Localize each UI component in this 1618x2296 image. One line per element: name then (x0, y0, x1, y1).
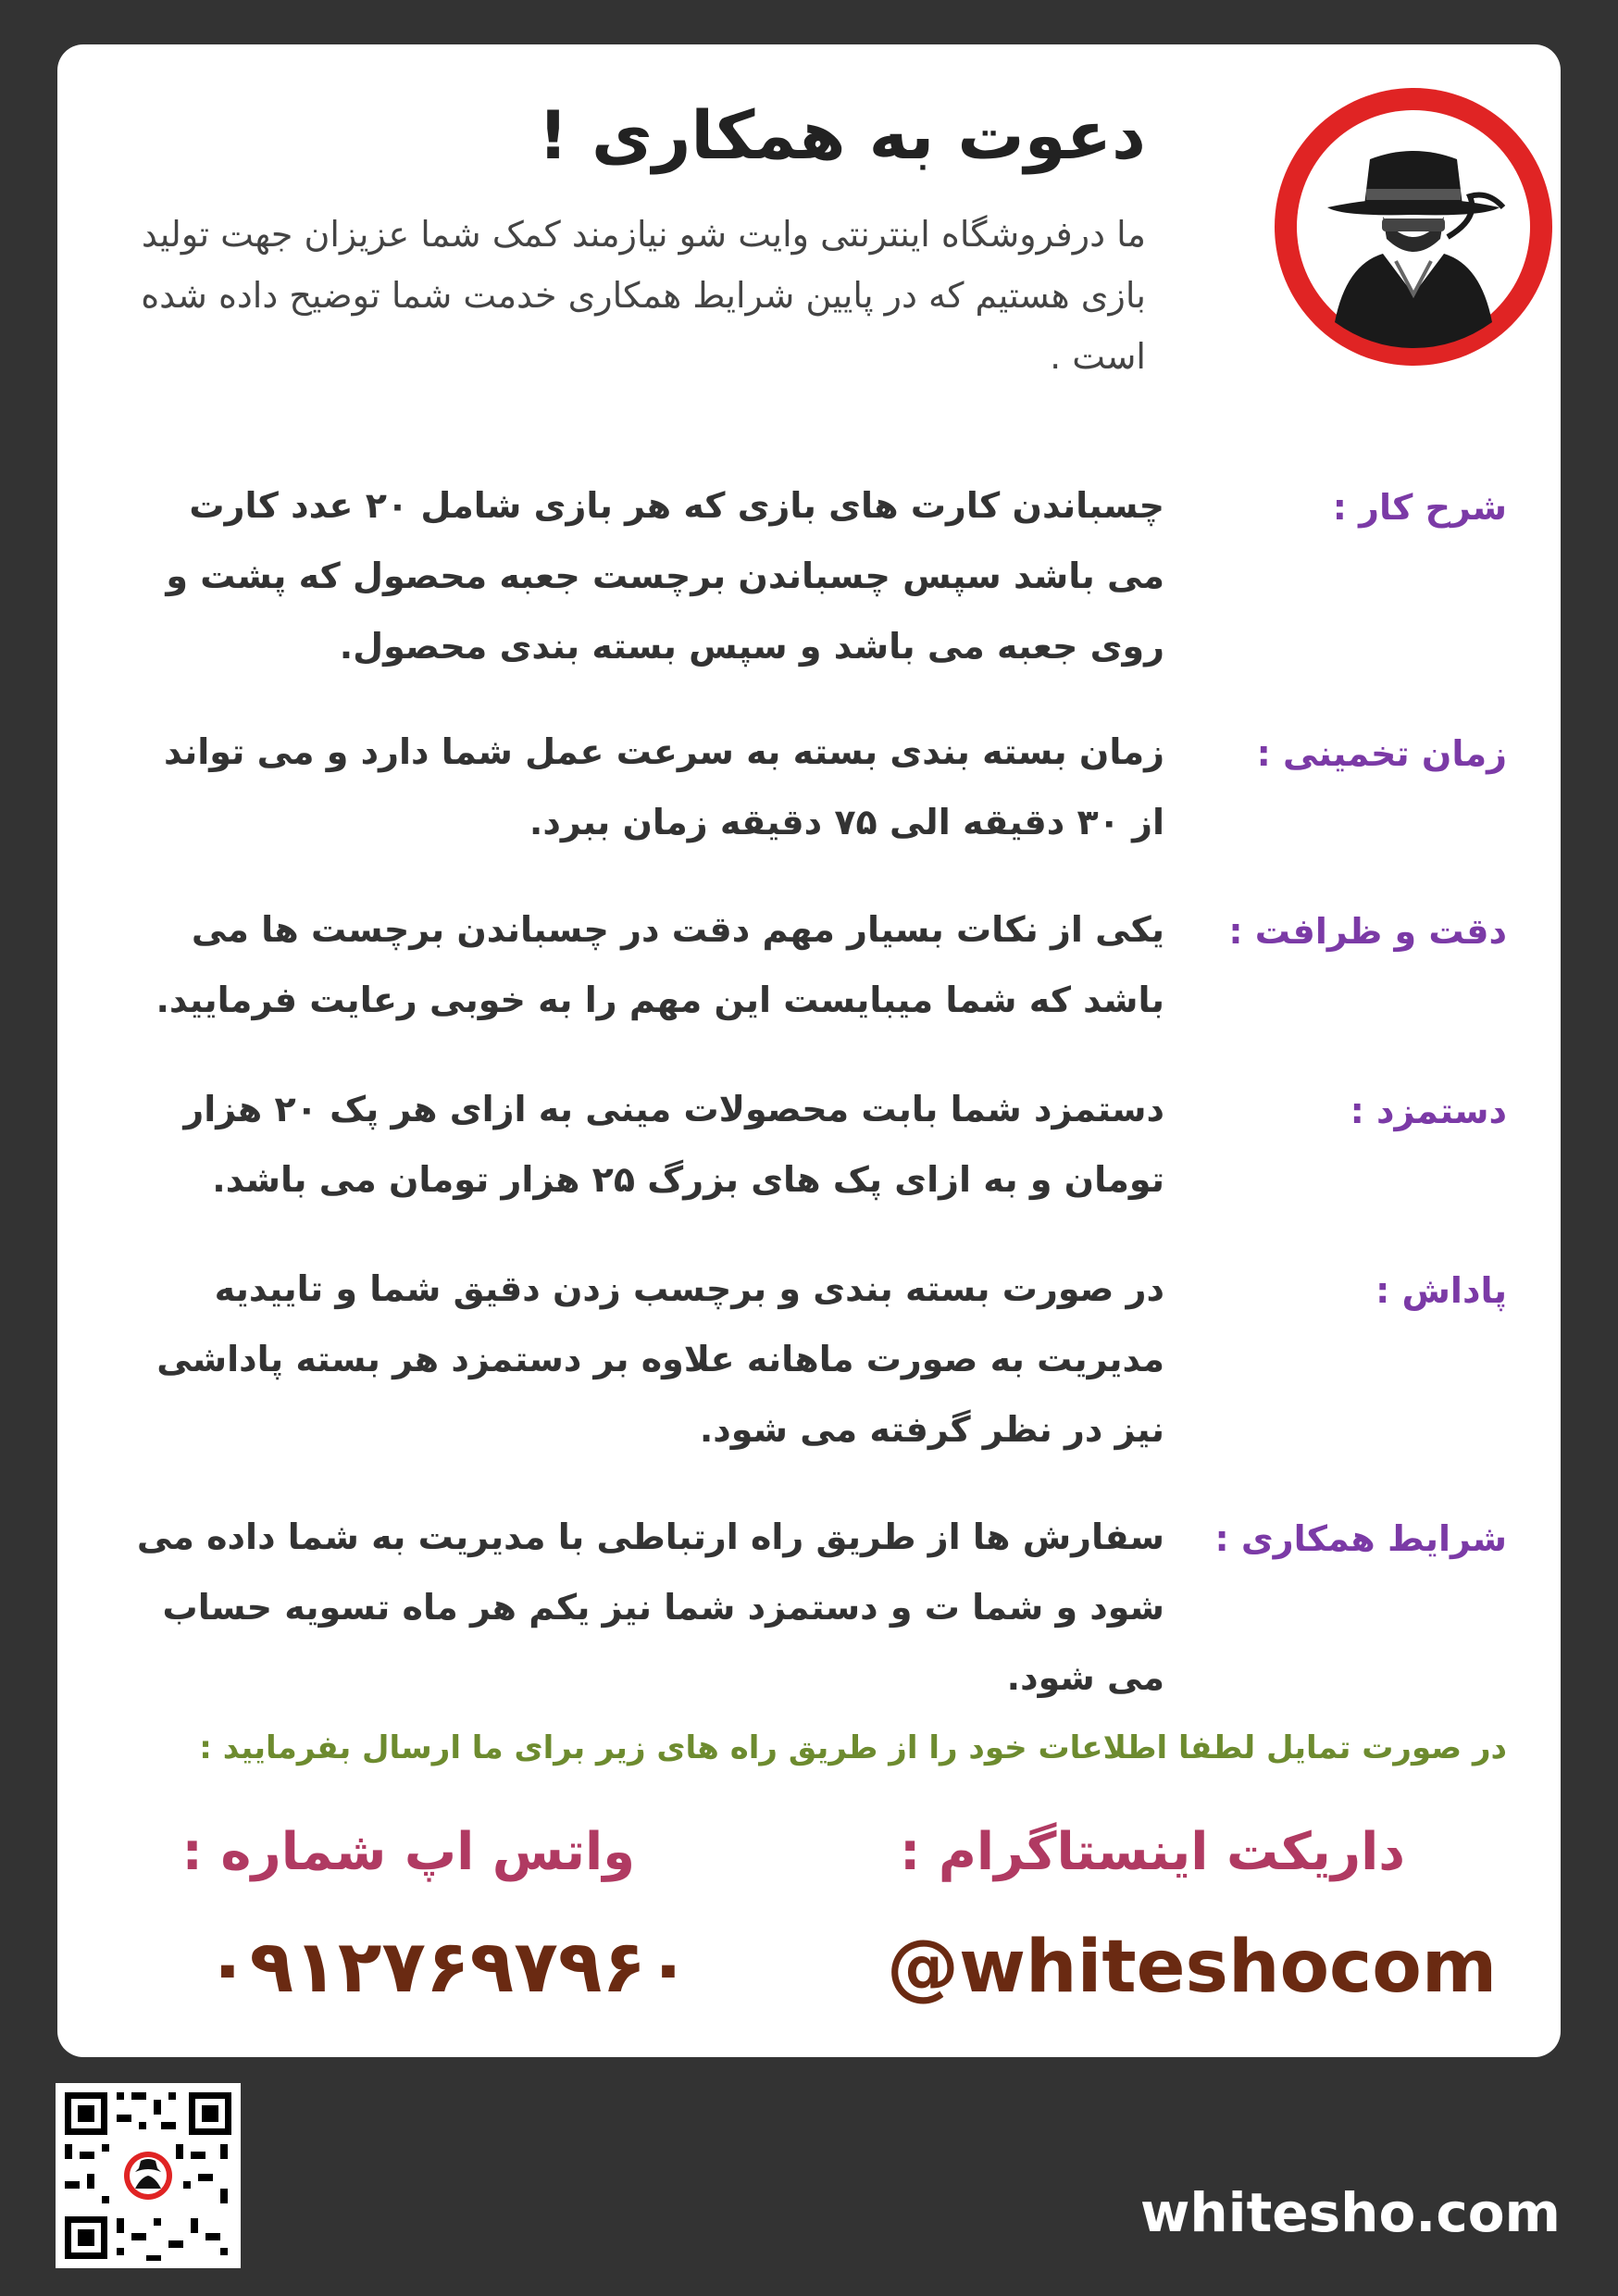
whatsapp-label: واتس اپ شماره : (181, 1822, 635, 1882)
intro-text: ما درفروشگاه اینترنتی وایت شو نیازمند کمک شما عزیزان جهت تولید بازی هستیم که در پایین شرایط همکاری خدمت شما توضیح داده شده است . (141, 214, 1146, 377)
qr-code-icon[interactable] (56, 2083, 241, 2268)
section-text: یکی از نکات بسیار مهم دقت در چسباندن برچست ها می باشد که شما میبایست این مهم را به خوبی رعایت فرمایید. (156, 909, 1164, 1020)
section-text: چسباندن کارت های بازی که هر بازی شامل ۲۰ عدد کارت می باشد سپس چسباندن برچست جعبه محصول که پشت و روی جعبه می باشد و سپس بسته بندی محصول. (166, 485, 1164, 667)
section-text: زمان بسته بندی بسته به سرعت عمل شما دارد و می تواند از ۳۰ دقیقه الی ۷۵ دقیقه زمان ببرد. (164, 731, 1164, 842)
section-label: دقت و ظرافت : (1228, 911, 1507, 952)
section-label: شرح کار : (1332, 487, 1507, 528)
invitation-card (57, 44, 1561, 2057)
whatsapp-number[interactable]: ۰۹۱۲۷۶۹۷۹۶۰ (205, 1926, 691, 2009)
section-text: سفارش ها از طریق راه ارتباطی با مدیریت به شما داده می شود و شما ت و دستمزد شما نیز یکم هر ماه تسویه حساب می شود. (136, 1516, 1164, 1698)
section-text: دستمزد شما بابت محصولات مینی به ازای هر پک ۲۰ هزار تومان و به ازای پک های بزرگ ۲۵ هزار تومان می باشد. (183, 1089, 1164, 1200)
instagram-handle[interactable]: @whiteshocom (887, 1926, 1498, 2009)
page-title: دعوت به همکاری ! (538, 96, 1146, 174)
section-job-description (57, 470, 1561, 667)
section-text: در صورت بسته بندی و برچسب زدن دقیق شما و تاییدیه مدیریت به صورت ماهانه علاوه بر دستمزد هر بسته پاداشی نیز در نظر گرفته می شود. (156, 1268, 1164, 1450)
website-url[interactable]: whitesho.com (1139, 2181, 1561, 2244)
section-label: دستمزد : (1350, 1091, 1507, 1131)
section-accuracy (57, 894, 1561, 1020)
section-conditions (57, 1502, 1561, 1698)
section-wage (57, 1074, 1561, 1200)
section-estimated-time (57, 717, 1561, 842)
spy-logo-icon (1266, 80, 1561, 374)
section-label: شرایط همکاری : (1214, 1518, 1507, 1559)
instagram-label: داریکت اینستاگرام : (899, 1822, 1405, 1882)
contact-note: در صورت تمایل لطفا اطلاعات خود را از طریق راه های زیر برای ما ارسال بفرمایید : (199, 1729, 1507, 1766)
section-label: پاداش : (1375, 1270, 1507, 1311)
section-label: زمان تخمینی : (1256, 733, 1507, 774)
